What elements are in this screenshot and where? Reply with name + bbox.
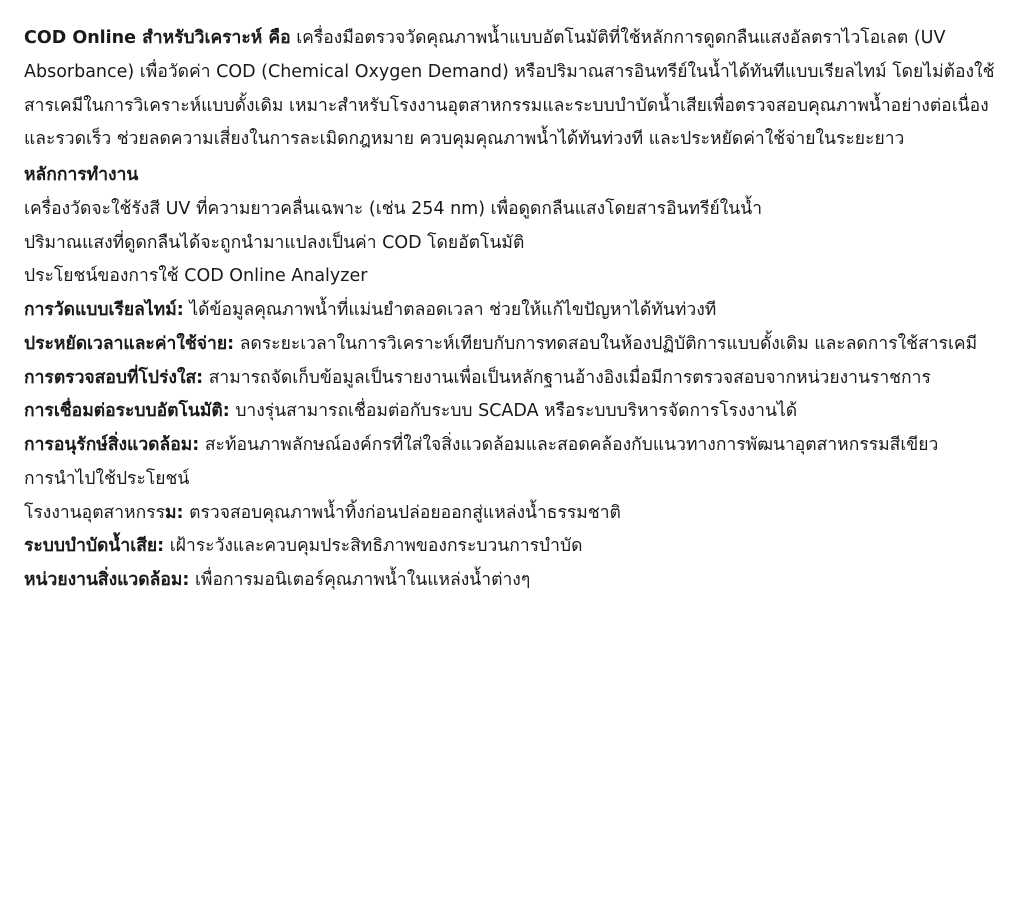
benefit-item bbox=[24, 328, 1000, 362]
intro-body: เครื่องมือตรวจวัดคุณภาพน้ำแบบอัตโนมัติที่ใช้หลักการดูดกลืนแสงอัลตราไวโอเลต (UV Absorbance) เพื่อวัดค่า COD (Chemical Oxygen Demand) หรือปริมาณสารอินทรีย์ในน้ำได้ทันทีแบบเรียลไทม์ โดยไม่ต้องใช้สารเคมีในการวิเคราะห์แบบดั้งเดิม เหมาะสำหรับโรงงานอุตสาหกรรมและระบบบำบัดน้ำเสียเพื่อตรวจสอบคุณภาพน้ำอย่างต่อเนื่องและรวดเร็ว ช่วยลดความเสี่ยงในการละเมิดกฎหมาย ควบคุมคุณภาพน้ำได้ทันท่วงที และประหยัดค่าใช้จ่ายในระยะยาว bbox=[24, 28, 995, 150]
usage-item-text: เพื่อการมอนิเตอร์คุณภาพน้ำในแหล่งน้ำต่างๆ bbox=[189, 570, 531, 591]
benefit-item-lead: การอนุรักษ์สิ่งแวดล้อม: bbox=[24, 435, 200, 456]
usage-item-lead: หน่วยงานสิ่งแวดล้อม: bbox=[24, 570, 190, 591]
benefit-item bbox=[24, 362, 1000, 396]
principle-line-2: ปริมาณแสงที่ดูดกลืนได้จะถูกนำมาแปลงเป็นค่า COD โดยอัตโนมัติ bbox=[24, 232, 525, 253]
benefit-item-lead: การเชื่อมต่อระบบอัตโนมัติ: bbox=[24, 401, 230, 422]
benefit-item bbox=[24, 395, 1000, 429]
usage-item-lead: โรงงานอุตสาหกรร bbox=[24, 502, 165, 523]
principle-line-1: เครื่องวัดจะใช้รังสี UV ที่ความยาวคลื่นเฉพาะ (เช่น 254 nm) เพื่อดูดกลืนแสงโดยสารอินทรีย์ในน้ำ bbox=[24, 198, 763, 219]
benefit-item-lead: ประหยัดเวลาและค่าใช้จ่าย: bbox=[24, 333, 235, 354]
usage-item-text: ตรวจสอบคุณภาพน้ำทิ้งก่อนปล่อยออกสู่แหล่งน้ำธรรมชาติ bbox=[183, 502, 621, 523]
usage-item bbox=[24, 530, 1000, 564]
benefit-item-lead: การวัดแบบเรียลไทม์: bbox=[24, 300, 184, 321]
benefit-item-text: ลดระยะเวลาในการวิเคราะห์เทียบกับการทดสอบในห้องปฏิบัติการแบบดั้งเดิม และลดการใช้สารเคมี bbox=[234, 333, 978, 354]
benefit-item-text: ได้ข้อมูลคุณภาพน้ำที่แม่นยำตลอดเวลา ช่วยให้แก้ไขปัญหาได้ทันท่วงที bbox=[183, 300, 717, 321]
benefit-item-lead: การตรวจสอบที่โปร่งใส: bbox=[24, 367, 204, 388]
section-heading-benefits: ประโยชน์ของการใช้ COD Online Analyzer bbox=[24, 266, 368, 287]
benefit-item-text: สะท้อนภาพลักษณ์องค์กรที่ใส่ใจสิ่งแวดล้อมและสอดคล้องกับแนวทางการพัฒนาอุตสาหกรรมสีเขียว bbox=[199, 435, 939, 456]
usage-item-lead-tail: ม: bbox=[165, 502, 184, 523]
intro-paragraph bbox=[24, 22, 1000, 157]
usage-item bbox=[24, 497, 1000, 531]
usage-item-lead: ระบบบำบัดน้ำเสีย: bbox=[24, 536, 165, 557]
intro-lead: COD Online สำหรับวิเคราะห์ คือ bbox=[24, 28, 291, 48]
usage-item-text: เฝ้าระวังและควบคุมประสิทธิภาพของกระบวนการบำบัด bbox=[164, 536, 583, 557]
usage-item bbox=[24, 564, 1000, 598]
benefit-item-text: สามารถจัดเก็บข้อมูลเป็นรายงานเพื่อเป็นหลักฐานอ้างอิงเมื่อมีการตรวจสอบจากหน่วยงานราชการ bbox=[203, 367, 931, 388]
section-heading-usage: การนำไปใช้ประโยชน์ bbox=[24, 468, 190, 489]
section-heading-principle: หลักการทำงาน bbox=[24, 165, 139, 186]
benefit-item-text: บางรุ่นสามารถเชื่อมต่อกับระบบ SCADA หรือระบบบริหารจัดการโรงงานได้ bbox=[229, 401, 798, 422]
benefit-item bbox=[24, 294, 1000, 328]
benefit-item bbox=[24, 429, 1000, 463]
